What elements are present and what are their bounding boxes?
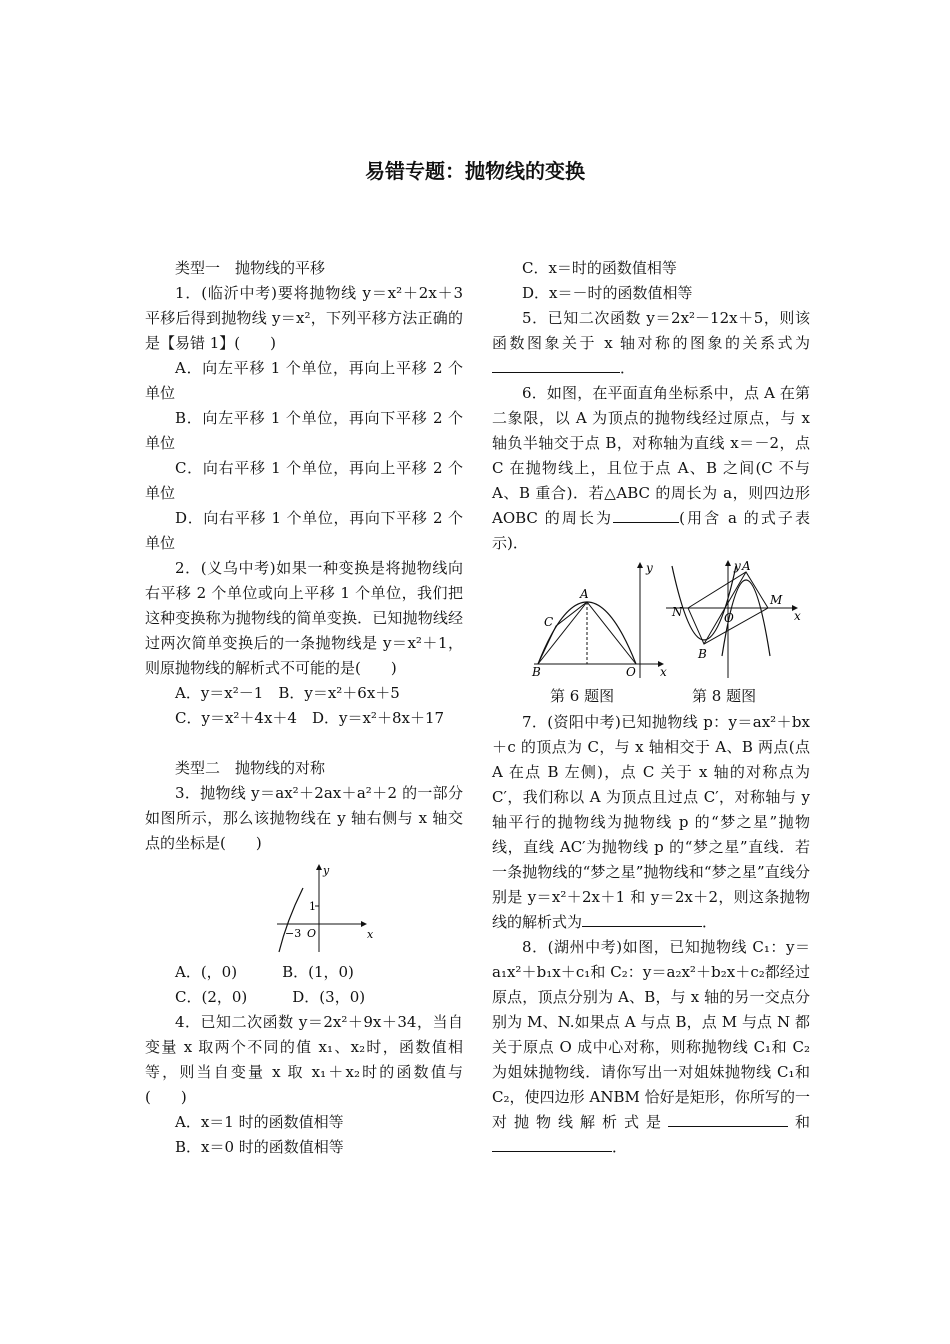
- fig3-origin-label: O: [307, 927, 317, 940]
- question-8-stem: 8．(湖州中考)如图，已知抛物线 C₁：y＝a₁x²＋b₁x＋c₁和 C₂：y＝a₂x²＋b₂x＋c₂都经过原点，顶点分别为 A、B，与 x 轴的另一交点分别为 M、N.如果点 A 与点 B，点 M 与点 N 都关于原点 O 成中心对称，则称抛物线 C₁和 C₂为姐妹抛物线．请你写出一对姐妹抛物线 C₁和 C₂，使四边形 ANBM 恰好是矩形，你所写的一对抛物线解析式是: [492, 938, 810, 1131]
- left-column: [145, 256, 463, 1160]
- fig8-label-x: x: [794, 609, 801, 623]
- question-8-end: ．: [612, 1138, 628, 1156]
- fig6-label-o: O: [626, 665, 636, 679]
- question-5-stem: 5．已知二次函数 y＝2x²－12x＋5，则该函数图象关于 x 轴对称的图象的关系式为: [492, 309, 810, 352]
- question-1-option-d: D．向右平移 1 个单位，再向下平移 2 个单位: [145, 509, 463, 552]
- question-4-option-d: D．x＝－时的函数值相等: [522, 284, 693, 302]
- question-8: [492, 935, 810, 1160]
- fig6-label-y: y: [646, 561, 653, 575]
- question-1-option-b: B．向左平移 1 个单位，再向下平移 2 个单位: [145, 409, 463, 452]
- question-2-stem: 2．(义乌中考)如果一种变换是将抛物线向右平移 2 个单位或向上平移 1 个单位，我们把这种变换称为抛物线的简单变换．已知抛物线经过两次简单变换后的一条抛物线是 y＝x²＋1，则原抛物线的解析式不可能的是( ): [145, 559, 463, 677]
- question-6-answer-blank[interactable]: [613, 506, 679, 523]
- question-8-mid: 和: [787, 1113, 810, 1131]
- question-6-end: (用含 a 的式子表示)．: [492, 509, 810, 552]
- figure-6: [530, 560, 670, 680]
- page-title: 易错专题：抛物线的变换: [365, 159, 585, 183]
- section-heading-symmetry: 类型二 抛物线的对称: [175, 759, 326, 777]
- fig8-label-b: B: [698, 647, 707, 661]
- fig3-neg3-label: −3: [285, 927, 302, 940]
- fig8-label-a: A: [742, 560, 751, 573]
- question-2-options-cd: C．y＝x²＋4x＋4 D．y＝x²＋8x＋17: [175, 709, 445, 727]
- question-4-stem: 4．已知二次函数 y＝2x²＋9x＋34，当自变量 x 取两个不同的值 x₁、x₂时，函数值相等，则当自变量 x 取 x₁＋x₂时的函数值与( ): [145, 1013, 463, 1106]
- figure-6-caption: 第 6 题图: [550, 687, 615, 705]
- figure-8: [664, 560, 804, 680]
- question-6: [492, 381, 810, 556]
- question-1-stem: 1．(临沂中考)要将抛物线 y＝x²＋2x＋3 平移后得到抛物线 y＝x²，下列平移方法正确的是【易错 1】( ): [145, 284, 463, 352]
- question-4-option-c: C．x＝时的函数值相等: [522, 259, 677, 277]
- right-column: [492, 256, 810, 1160]
- fig8-label-m: M: [770, 593, 783, 607]
- question-7-stem: 7．(资阳中考)已知抛物线 p：y＝ax²＋bx＋c 的顶点为 C，与 x 轴相交于 A、B 两点(点 A 在点 B 左侧)，点 C 关于 x 轴的对称点为 C′，我们称以 A 为顶点且过点 C′，对称轴与 y 轴平行的抛物线为抛物线 p 的“梦之星”抛物线，直线 AC′为抛物线 p 的“梦之星”直线．若一条抛物线的“梦之星”抛物线和“梦之星”直线分别是 y＝x²＋2x＋1 和 y＝2x＋2，则这条抛物线的解析式为: [492, 713, 810, 931]
- question-1-option-a: A．向左平移 1 个单位，再向上平移 2 个单位: [145, 359, 463, 402]
- figures-row: [492, 560, 810, 710]
- fig3-x-label: x: [367, 928, 373, 941]
- question-8-answer-blank-2[interactable]: [492, 1135, 612, 1152]
- fig6-label-b: B: [532, 665, 541, 679]
- fig6-label-a: A: [580, 587, 589, 601]
- fig3-one-label: 1: [309, 900, 316, 913]
- fig8-label-y: y: [734, 560, 741, 573]
- question-4-option-a: A．x＝1 时的函数值相等: [175, 1113, 344, 1131]
- question-3-options-ab: A．(，0) B．(1，0): [175, 963, 354, 981]
- fig8-label-n: N: [672, 605, 683, 619]
- fig3-y-label: y: [323, 864, 330, 877]
- question-7-end: ．: [702, 913, 718, 931]
- question-5: [492, 306, 810, 381]
- question-3-figure: [273, 862, 373, 954]
- question-7: [492, 710, 810, 935]
- question-1-option-c: C．向右平移 1 个单位，再向上平移 2 个单位: [145, 459, 463, 502]
- fig6-label-c: C: [544, 615, 554, 629]
- question-4-option-b: B．x＝0 时的函数值相等: [175, 1138, 344, 1156]
- figure-8-caption: 第 8 题图: [692, 687, 757, 705]
- question-3-stem: 3．抛物线 y＝ax²＋2ax＋a²＋2 的一部分如图所示，那么该抛物线在 y 轴右侧与 x 轴交点的坐标是( ): [145, 784, 463, 852]
- question-8-answer-blank-1[interactable]: [668, 1110, 788, 1127]
- fig8-label-o: O: [724, 611, 734, 625]
- question-6-stem: 6．如图，在平面直角坐标系中，点 A 在第二象限，以 A 为顶点的抛物线经过原点，与 x 轴负半轴交于点 B，对称轴为直线 x＝－2，点 C 在抛物线上，且位于点 A、B 之间(C 不与 A、B 重合)．若△ABC 的周长为 a，则四边形 AOBC 的周长为: [492, 384, 810, 527]
- question-5-answer-blank[interactable]: [492, 356, 620, 373]
- question-7-answer-blank[interactable]: [582, 910, 702, 927]
- question-5-end: ．: [620, 359, 636, 377]
- question-3-options-cd: C．(2，0) D．(3，0): [175, 988, 366, 1006]
- section-heading-translation: 类型一 抛物线的平移: [175, 259, 326, 277]
- fig6-label-x: x: [660, 665, 667, 679]
- question-2-options-ab: A．y＝x²－1 B．y＝x²＋6x＋5: [175, 684, 400, 702]
